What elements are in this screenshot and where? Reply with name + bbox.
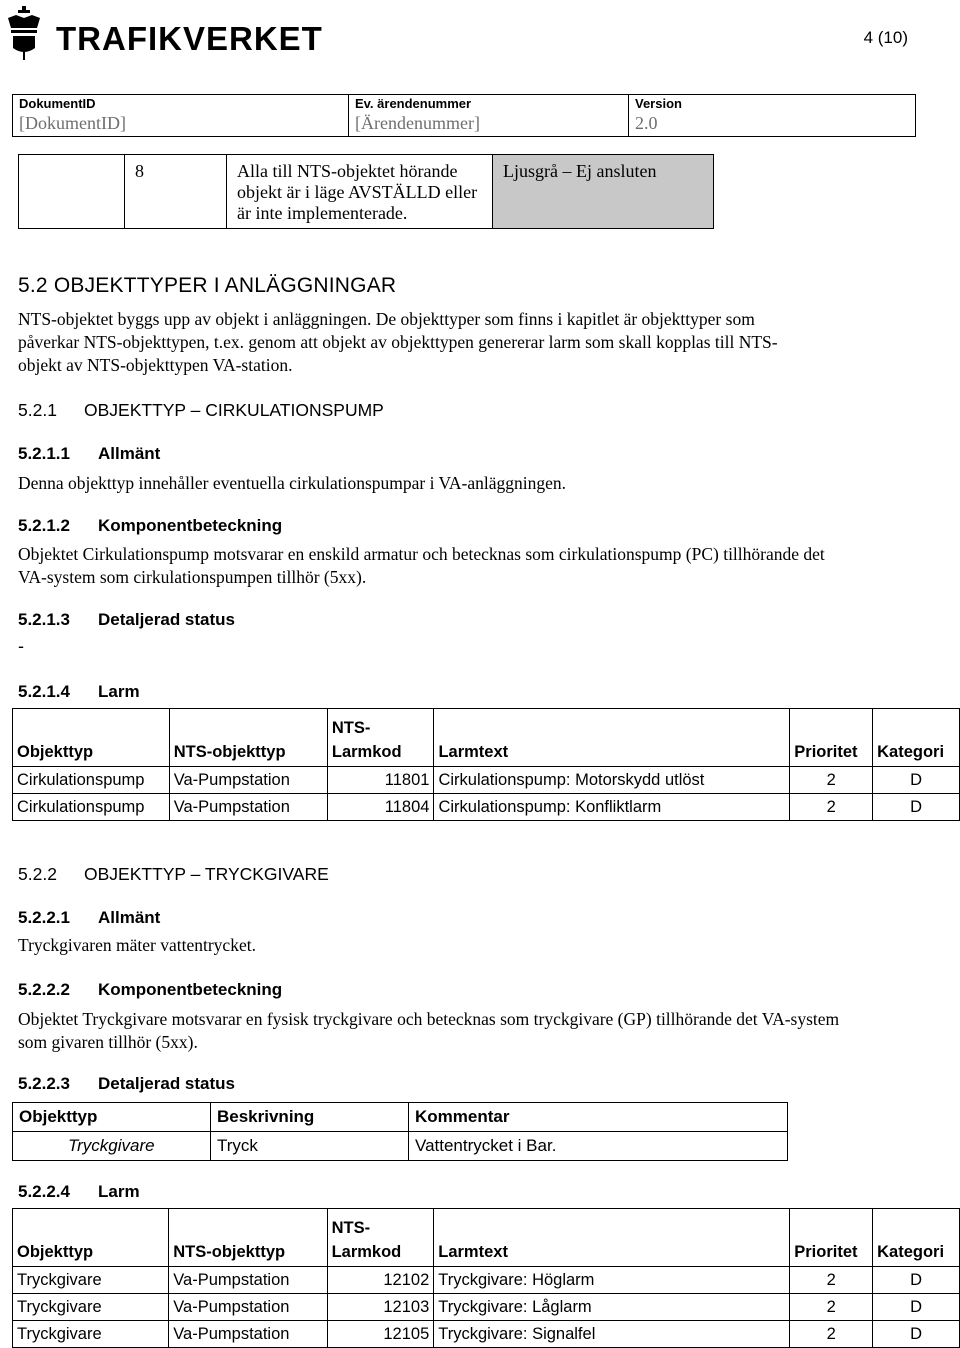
table-cell: 12102 [327,1267,434,1294]
column-header: Prioritet [790,709,873,767]
table-cell: Va-Pumpstation [169,1321,327,1348]
table-cell: 2 [790,1321,873,1348]
trafikverket-logo [4,4,323,62]
heading-title: Komponentbeteckning [98,516,283,535]
section-heading-5-2-1-3 [18,610,235,630]
status-dash: – [562,161,572,181]
table-header-row [13,1103,788,1132]
table-cell: Cirkulationspump: Motorskydd utlöst [434,767,790,794]
table-cell: Cirkulationspump: Konfliktlarm [434,794,790,821]
section-heading-5-2-2-4 [18,1182,140,1202]
table-cell: Va-Pumpstation [169,794,327,821]
table-row [19,155,714,229]
table-cell: D [873,1294,960,1321]
heading-title: Detaljerad status [98,1074,235,1093]
column-header: Objekttyp [13,1209,169,1267]
section-heading-5-2-2 [18,864,329,885]
section-heading-5-2-1 [18,400,384,421]
alarm-table-cirkulationspump [12,708,960,821]
heading-title: Detaljerad status [98,610,235,629]
table-cell: Vattentrycket i Bar. [409,1132,788,1161]
table-cell: Va-Pumpstation [169,1267,327,1294]
heading-number: 5.2.2.1 [18,908,70,927]
section-5-2-2-2-text: Objektet Tryckgivare motsvarar en fysisk tryckgivare och betecknas som tryckgivare (GP) tillhörande det VA-system som givaren tillhör (5xx). [18,1009,840,1052]
column-header: Prioritet [790,1209,873,1267]
table-row [13,767,960,794]
status-color-cell [493,155,714,229]
table-cell: Tryckgivare: Låglarm [434,1294,790,1321]
table-cell: Tryckgivare [13,1294,169,1321]
section-heading-5-2: 5.2 OBJEKTTYPER I ANLÄGGNINGAR [18,274,397,297]
table-cell: Va-Pumpstation [169,767,327,794]
table-cell: 2 [790,1267,873,1294]
table-cell: D [873,767,960,794]
section-5-2-1-1-text: Denna objekttyp innehåller eventuella cirkulationspumpar i VA-anläggningen. [18,473,567,493]
column-header: NTS-objekttyp [169,709,327,767]
meta-value: 2.0 [635,113,658,133]
logo-wordmark: TRAFIKVERKET [56,20,323,57]
heading-number: 5.2.2.4 [18,1182,70,1201]
table-row [13,1267,960,1294]
section-5-2-paragraph: NTS-objektet byggs upp av objekt i anläggningen. De objekttyper som finns i kapitlet är objekttyper som påverkar NTS-objekttypen, t.ex. genom att objekt av objekttypen genererar larm som skall kopplas till NTS-objekt av NTS-objekttypen VA-station. [18,309,778,375]
table-row [13,794,960,821]
section-5-2-2-1-text: Tryckgivaren mäter vattentrycket. [18,935,256,955]
status-color-text: Ljusgrå [503,161,558,181]
heading-title: Larm [98,682,140,701]
heading-number: 5.2.2.2 [18,980,70,999]
table-cell: Tryckgivare [13,1321,169,1348]
heading-number: 5.2.1.3 [18,610,70,629]
column-header: Objekttyp [13,1103,211,1132]
column-header: NTS-Larmkod [327,1209,434,1267]
table-cell: Tryck [211,1132,409,1161]
column-header: NTS-objekttyp [169,1209,327,1267]
section-heading-5-2-2-3 [18,1074,235,1094]
meta-cell-case-number [349,95,629,137]
table-cell: Va-Pumpstation [169,1294,327,1321]
meta-label: Ev. ärendenummer [355,96,472,111]
status-number: 8 [125,155,227,229]
status-description: Alla till NTS-objektet hörande objekt är i läge AVSTÄLLD eller är inte implementerade. [227,155,493,229]
column-header: Beskrivning [211,1103,409,1132]
page-number: 4 (10) [863,28,908,47]
table-row [13,1294,960,1321]
meta-value: [DokumentID] [19,113,126,133]
table-cell: 11804 [327,794,434,821]
section-heading-5-2-2-2 [18,980,282,1000]
column-header: NTS-Larmkod [327,709,434,767]
alarm-table-tryckgivare [12,1208,960,1348]
table-cell: Tryckgivare [13,1267,169,1294]
table-cell: 2 [790,767,873,794]
heading-number: 5.2.1 [18,400,57,420]
meta-label: DokumentID [19,96,96,111]
table-cell: 2 [790,794,873,821]
heading-title: Komponentbeteckning [98,980,283,999]
heading-number: 5.2.1.4 [18,682,70,701]
column-header: Kommentar [409,1103,788,1132]
meta-value: [Ärendenummer] [355,113,480,133]
table-cell: Cirkulationspump [13,767,170,794]
document-meta-table [12,94,916,137]
heading-number: 5.2.1.1 [18,444,70,463]
column-header: Larmtext [434,1209,790,1267]
table-header-row [13,1209,960,1267]
table-cell: Tryckgivare [13,1132,211,1161]
table-cell: D [873,794,960,821]
table-header-row [13,709,960,767]
heading-title: Larm [98,1182,140,1201]
detail-status-table [12,1102,788,1161]
table-cell: D [873,1267,960,1294]
status-table [18,154,714,229]
meta-label: Version [635,96,682,111]
column-header: Objekttyp [13,709,170,767]
heading-title: OBJEKTTYP – CIRKULATIONSPUMP [84,400,384,420]
meta-cell-document-id [13,95,349,137]
table-cell: 11801 [327,767,434,794]
heading-title: OBJEKTTYP – TRYCKGIVARE [84,864,329,884]
section-heading-5-2-1-1 [18,444,160,464]
heading-number: 5.2.1.2 [18,516,70,535]
heading-number: 5.2.2.3 [18,1074,70,1093]
table-cell: 12105 [327,1321,434,1348]
table-cell: Tryckgivare: Höglarm [434,1267,790,1294]
table-cell: Cirkulationspump [13,794,170,821]
table-cell: D [873,1321,960,1348]
heading-title: Allmänt [98,908,161,927]
table-row [13,1132,788,1161]
meta-cell-version [629,95,916,137]
heading-title: Allmänt [98,444,161,463]
section-heading-5-2-1-2 [18,516,282,536]
table-cell: Tryckgivare: Signalfel [434,1321,790,1348]
section-heading-5-2-2-1 [18,908,160,928]
column-header: Larmtext [434,709,790,767]
table-row [13,1321,960,1348]
column-header: Kategori [873,1209,960,1267]
column-header: Kategori [873,709,960,767]
status-empty-cell [19,155,125,229]
status-state-text: Ej ansluten [575,161,657,181]
section-heading-5-2-1-4 [18,682,140,702]
section-5-2-1-3-text: - [18,636,24,656]
table-cell: 2 [790,1294,873,1321]
heading-number: 5.2.2 [18,864,57,884]
section-5-2-1-2-text: Objektet Cirkulationspump motsvarar en enskild armatur och betecknas som cirkulationspump (PC) tillhörande det VA-system som cirkulationspumpen tillhör (5xx). [18,544,825,587]
table-cell: 12103 [327,1294,434,1321]
